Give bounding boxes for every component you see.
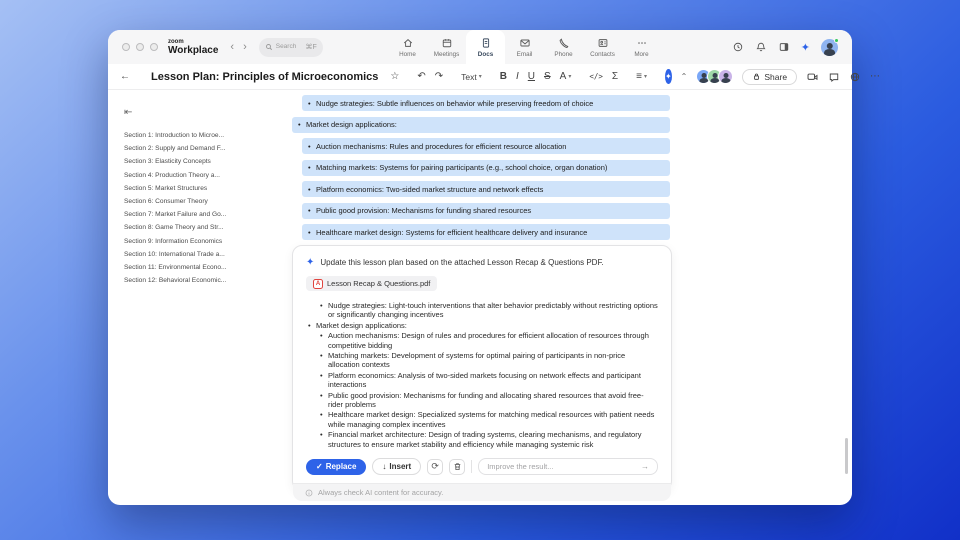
ai-response-item: • Auction mechanisms: Design of rules and procedures for efficient allocation of resources through competitive bidding bbox=[306, 331, 658, 350]
clock-history-icon[interactable] bbox=[732, 41, 744, 53]
document-content-area bbox=[108, 90, 852, 504]
sidebar-item-section-12[interactable]: Section 12: Behavioral Economic... bbox=[124, 277, 227, 285]
sidebar-item-section-6[interactable]: Section 6: Consumer Theory bbox=[124, 198, 208, 206]
tab-meetings[interactable]: Meetings bbox=[427, 30, 466, 64]
sidebar-item-section-8[interactable]: Section 8: Game Theory and Str... bbox=[124, 224, 224, 232]
sidebar-item-section-10[interactable]: Section 10: International Trade a... bbox=[124, 250, 225, 258]
online-status-dot bbox=[834, 38, 839, 43]
window-controls bbox=[122, 43, 158, 51]
ai-sparkle-icon: ✦ bbox=[306, 257, 315, 268]
code-block-button[interactable]: </> bbox=[589, 72, 603, 81]
sidebar-item-section-3[interactable]: Section 3: Elasticity Concepts bbox=[124, 158, 211, 166]
sidebar-item-section-4[interactable]: Section 4: Production Theory a... bbox=[124, 171, 220, 179]
search-placeholder: Search bbox=[275, 42, 297, 50]
italic-button[interactable]: I bbox=[515, 71, 519, 82]
collapse-toolbar-button[interactable]: ⌃ bbox=[680, 72, 688, 81]
sidebar-item-section-7[interactable]: Section 7: Market Failure and Go... bbox=[124, 211, 227, 219]
search-icon bbox=[265, 43, 273, 51]
bold-button[interactable]: B bbox=[499, 71, 507, 82]
improve-result-input[interactable] bbox=[478, 458, 658, 475]
favorite-star-icon[interactable]: ☆ bbox=[390, 71, 400, 82]
improve-placeholder: Improve the result... bbox=[487, 462, 554, 472]
search-shortcut: ⌘F bbox=[305, 44, 317, 51]
actions-divider bbox=[471, 460, 472, 473]
side-panel-icon[interactable] bbox=[778, 41, 790, 53]
chevron-down-icon: ▾ bbox=[643, 74, 647, 80]
sidebar-item-section-11[interactable]: Section 11: Environmental Econo... bbox=[124, 264, 227, 272]
text-style-dropdown[interactable]: Text ▾ bbox=[461, 71, 482, 82]
ai-response-item: • Financial market architecture: Design of trading systems, clearing mechanisms, and regulatory structures to ensure market stability and efficiency while managing systemic risk bbox=[306, 430, 658, 449]
ai-response-item: • Nudge strategies: Light-touch interventions that alter behavior predictably without restricting options or significantly changing incentives bbox=[306, 301, 658, 320]
ai-response-item: • Healthcare market design: Specialized systems for matching medical resources with patient needs while managing complex incentives bbox=[306, 410, 658, 429]
more-options-button[interactable]: ⋯ bbox=[870, 71, 881, 82]
trash-icon bbox=[453, 462, 462, 471]
lock-icon bbox=[752, 72, 761, 81]
doc-line[interactable]: • Matching markets: Systems for pairing participants (e.g., school choice, organ donation) bbox=[302, 160, 670, 176]
global-search-input[interactable] bbox=[259, 38, 323, 57]
tab-phone[interactable]: Phone bbox=[544, 30, 583, 64]
logo-zoom-text: zoom bbox=[168, 38, 184, 45]
tab-more[interactable]: More bbox=[622, 30, 661, 64]
sidebar-item-section-2[interactable]: Section 2: Supply and Demand F... bbox=[124, 145, 226, 153]
home-icon bbox=[402, 37, 414, 49]
user-avatar[interactable] bbox=[821, 39, 838, 56]
logo-workplace-text: Workplace bbox=[168, 44, 219, 56]
submit-arrow-icon[interactable]: → bbox=[641, 462, 649, 472]
ai-disclaimer-bar bbox=[293, 483, 671, 501]
calendar-icon bbox=[441, 37, 453, 49]
ai-companion-button[interactable]: ✦ bbox=[665, 69, 672, 84]
strikethrough-button[interactable]: S bbox=[544, 71, 551, 82]
ai-response-item: • Platform economics: Analysis of two-sided markets focusing on network effects and participant interactions bbox=[306, 371, 658, 390]
info-icon bbox=[305, 489, 313, 497]
text-color-dropdown[interactable]: A ▾ bbox=[559, 71, 572, 82]
underline-button[interactable]: U bbox=[527, 71, 535, 82]
collaborator-avatar[interactable] bbox=[718, 69, 733, 84]
ai-response-item: • Matching markets: Development of systems for optimal pairing of participants in non-price allocation contexts bbox=[306, 351, 658, 370]
outline-sidebar bbox=[108, 90, 284, 504]
ai-disclaimer-text: Always check AI content for accuracy. bbox=[318, 488, 444, 498]
chevron-down-icon: ▾ bbox=[478, 74, 482, 80]
document-toolbar bbox=[108, 64, 881, 90]
down-arrow-icon: ↓ bbox=[382, 462, 387, 472]
tab-email[interactable]: Email bbox=[505, 30, 544, 64]
document-page bbox=[284, 90, 852, 504]
ai-companion-panel bbox=[292, 245, 672, 498]
nav-forward-button[interactable]: › bbox=[243, 41, 247, 53]
ai-prompt-text: Update this lesson plan based on the attached Lesson Recap & Questions PDF. bbox=[320, 258, 604, 267]
attachment-filename: Lesson Recap & Questions.pdf bbox=[327, 279, 431, 288]
doc-line[interactable]: • Platform economics: Two-sided market structure and network effects bbox=[302, 181, 670, 197]
app-tabs bbox=[388, 30, 661, 64]
vertical-scrollbar[interactable] bbox=[845, 438, 848, 474]
close-window-button[interactable] bbox=[122, 43, 130, 51]
zoom-workplace-logo bbox=[168, 39, 218, 56]
share-button[interactable]: Share bbox=[742, 69, 797, 85]
more-dots-icon bbox=[636, 37, 648, 49]
doc-line[interactable]: • Market design applications: bbox=[292, 117, 670, 133]
tab-docs[interactable]: Docs bbox=[466, 30, 505, 64]
ai-companion-icon[interactable]: ✦ bbox=[800, 41, 810, 54]
collaborator-avatars bbox=[696, 69, 733, 84]
app-titlebar bbox=[108, 30, 852, 64]
nav-back-button[interactable]: ‹ bbox=[230, 41, 235, 53]
doc-back-button[interactable]: ← bbox=[120, 71, 130, 82]
doc-line[interactable]: • Public good provision: Mechanisms for funding shared resources bbox=[302, 203, 670, 219]
docs-icon bbox=[480, 37, 492, 49]
chat-bubble-icon[interactable] bbox=[828, 71, 840, 83]
ai-response-item: • Public good provision: Mechanisms for funding and allocating shared resources that avoid free-rider problems bbox=[306, 391, 658, 410]
minimize-window-button[interactable] bbox=[136, 43, 144, 51]
ai-response-list bbox=[306, 301, 658, 449]
tab-home[interactable]: Home bbox=[388, 30, 427, 64]
highlighted-selection bbox=[292, 95, 670, 246]
notifications-bell-icon[interactable] bbox=[755, 41, 767, 53]
redo-icon[interactable]: ↷ bbox=[434, 71, 444, 82]
doc-line[interactable]: • Auction mechanisms: Rules and procedures for efficient resource allocation bbox=[302, 138, 670, 154]
delete-button[interactable] bbox=[449, 459, 465, 475]
align-dropdown[interactable]: ≡ ▾ bbox=[636, 71, 647, 82]
sidebar-item-section-5[interactable]: Section 5: Market Structures bbox=[124, 184, 208, 192]
globe-icon[interactable] bbox=[849, 71, 861, 83]
pdf-icon: A bbox=[313, 279, 323, 289]
regenerate-button[interactable]: ⟳ bbox=[427, 459, 443, 475]
email-icon bbox=[519, 37, 531, 49]
phone-icon bbox=[558, 37, 570, 49]
undo-icon[interactable]: ↶ bbox=[417, 71, 426, 82]
tab-contacts[interactable]: Contacts bbox=[583, 30, 622, 64]
pdf-attachment-chip[interactable] bbox=[306, 276, 437, 291]
check-icon: ✓ bbox=[316, 462, 323, 472]
doc-line[interactable]: • Healthcare market design: Systems for efficient healthcare delivery and insurance bbox=[302, 224, 670, 240]
ai-response-item: • Market design applications: bbox=[306, 321, 658, 330]
contacts-icon bbox=[597, 37, 609, 49]
chevron-down-icon: ▾ bbox=[568, 74, 572, 80]
sidebar-item-section-9[interactable]: Section 9: Information Economics bbox=[124, 237, 223, 245]
doc-line[interactable]: • Nudge strategies: Subtle influences on behavior while preserving freedom of choice bbox=[302, 95, 670, 111]
insert-button[interactable]: ↓ Insert bbox=[372, 458, 421, 475]
maximize-window-button[interactable] bbox=[150, 43, 158, 51]
formula-button[interactable]: Σ bbox=[611, 71, 619, 82]
collapse-sidebar-icon[interactable]: ⇤ bbox=[124, 107, 133, 118]
zoom-workplace-window bbox=[108, 30, 881, 505]
sidebar-item-section-1[interactable]: Section 1: Introduction to Microe... bbox=[124, 132, 225, 139]
video-camera-icon[interactable] bbox=[806, 70, 819, 83]
replace-button[interactable]: ✓ Replace bbox=[306, 459, 366, 475]
document-title: Lesson Plan: Principles of Microeconomics bbox=[151, 70, 379, 83]
